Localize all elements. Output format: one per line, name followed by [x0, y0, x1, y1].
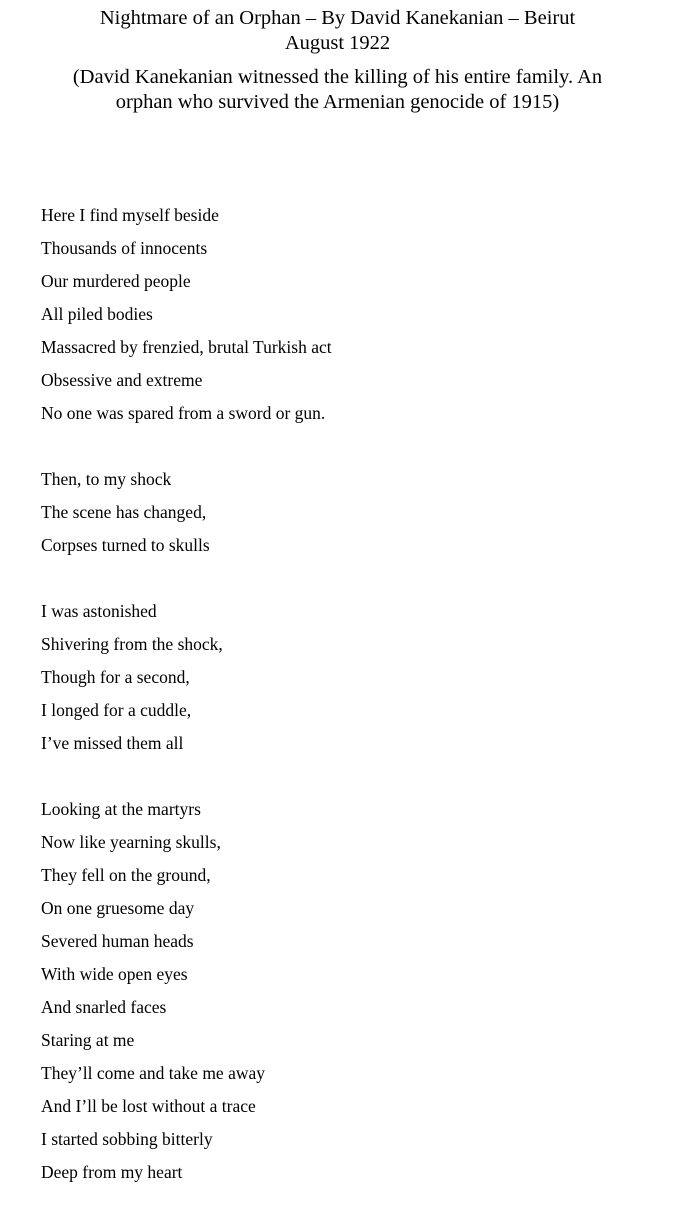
- poem-line: Staring at me: [41, 1030, 135, 1050]
- poem-line: Our murdered people: [41, 271, 191, 291]
- poem-line: Thousands of innocents: [41, 238, 208, 258]
- poem-line: Severed human heads: [41, 931, 194, 951]
- poem-line: They fell on the ground,: [41, 865, 211, 885]
- subtitle-line-1: (David Kanekanian witnessed the killing of his entire family. An: [72, 66, 603, 88]
- stanza-1: [41, 199, 661, 430]
- poem-line: With wide open eyes: [41, 964, 188, 984]
- poem-line: I’ve missed them all: [41, 733, 184, 753]
- stanza-2: [41, 463, 661, 562]
- poem-line: Deep from my heart: [41, 1162, 183, 1182]
- stanza-4: [41, 793, 661, 1189]
- poem-line: I was astonished: [41, 601, 157, 621]
- poem-body: [41, 199, 661, 1222]
- poem-line: Now like yearning skulls,: [41, 832, 221, 852]
- poem-line: Here I find myself beside: [41, 205, 219, 225]
- poem-line: All piled bodies: [41, 304, 153, 324]
- poem-line: Looking at the martyrs: [41, 799, 201, 819]
- subtitle-note: [0, 65, 675, 115]
- poem-line: I started sobbing bitterly: [41, 1129, 213, 1149]
- poem-line: Though for a second,: [41, 667, 190, 687]
- title-line-1: Nightmare of an Orphan – By David Kanekanian – Beirut: [99, 7, 576, 29]
- poem-line: And I’ll be lost without a trace: [41, 1096, 256, 1116]
- poem-line: Obsessive and extreme: [41, 370, 203, 390]
- poem-line: On one gruesome day: [41, 898, 195, 918]
- poem-line: They’ll come and take me away: [41, 1063, 265, 1083]
- poem-line: I longed for a cuddle,: [41, 700, 192, 720]
- poem-line: The scene has changed,: [41, 502, 207, 522]
- poem-line: Corpses turned to skulls: [41, 535, 210, 555]
- poem-line: Massacred by frenzied, brutal Turkish act: [41, 337, 332, 357]
- poem-line: And snarled faces: [41, 997, 167, 1017]
- title-line-2: August 1922: [284, 32, 391, 54]
- poem-line: Shivering from the shock,: [41, 634, 223, 654]
- stanza-3: [41, 595, 661, 760]
- document-header: [0, 6, 675, 115]
- poem-line: No one was spared from a sword or gun.: [41, 403, 326, 423]
- subtitle-line-2: orphan who survived the Armenian genocide of 1915): [115, 91, 560, 113]
- poem-line: Then, to my shock: [41, 469, 172, 489]
